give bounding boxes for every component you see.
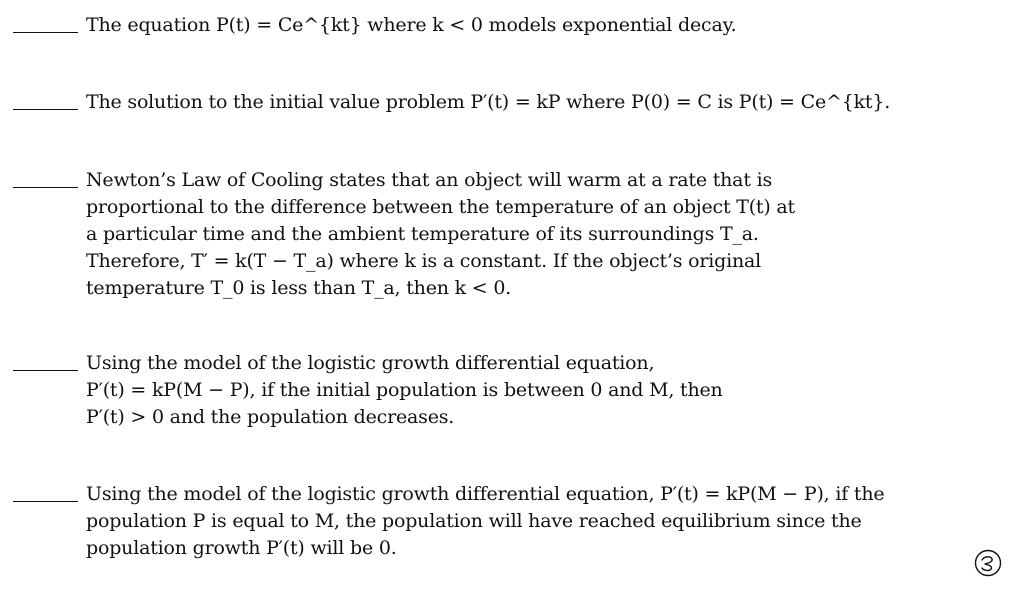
question-5-text	[86, 481, 884, 562]
question-3-line-2: proportional to the difference between the temperature of an object T(t) at	[86, 196, 795, 218]
question-4-line-2: P′(t) = kP(M − P), if the initial population is between 0 and M, then	[86, 379, 723, 401]
question-3-line-4: Therefore, T′ = k(T − T_a) where k is a constant. If the object’s original	[86, 250, 762, 272]
question-5-line-2: population P is equal to M, the population will have reached equilibrium since the	[86, 510, 862, 532]
question-2-line-1: The solution to the initial value problem P′(t) = kP where P(0) = C is P(t) = Ce^{kt}.	[86, 91, 891, 113]
answer-blank-1[interactable]	[13, 32, 78, 33]
question-3-text	[86, 167, 795, 302]
question-3-line-5: temperature T_0 is less than T_a, then k < 0.	[86, 277, 512, 299]
question-3-line-1: Newton’s Law of Cooling states that an object will warm at a rate that is	[86, 169, 773, 191]
question-1-line-1: The equation P(t) = Ce^{kt} where k < 0 models exponential decay.	[86, 14, 737, 36]
question-1-text	[86, 12, 736, 39]
answer-blank-4[interactable]	[13, 370, 78, 371]
answer-blank-5[interactable]	[13, 501, 78, 502]
pen-mark-icon	[973, 548, 1003, 578]
question-4-line-1: Using the model of the logistic growth differential equation,	[86, 352, 655, 374]
question-2-text	[86, 89, 890, 116]
answer-blank-3[interactable]	[13, 187, 78, 188]
question-5-line-3: population growth P′(t) will be 0.	[86, 537, 397, 559]
question-3-line-3: a particular time and the ambient temperature of its surroundings T_a.	[86, 223, 759, 245]
answer-blank-2[interactable]	[13, 109, 78, 110]
question-5-line-1: Using the model of the logistic growth differential equation, P′(t) = kP(M − P), if the	[86, 483, 885, 505]
question-4-line-3: P′(t) > 0 and the population decreases.	[86, 406, 455, 428]
question-4-text	[86, 350, 723, 431]
